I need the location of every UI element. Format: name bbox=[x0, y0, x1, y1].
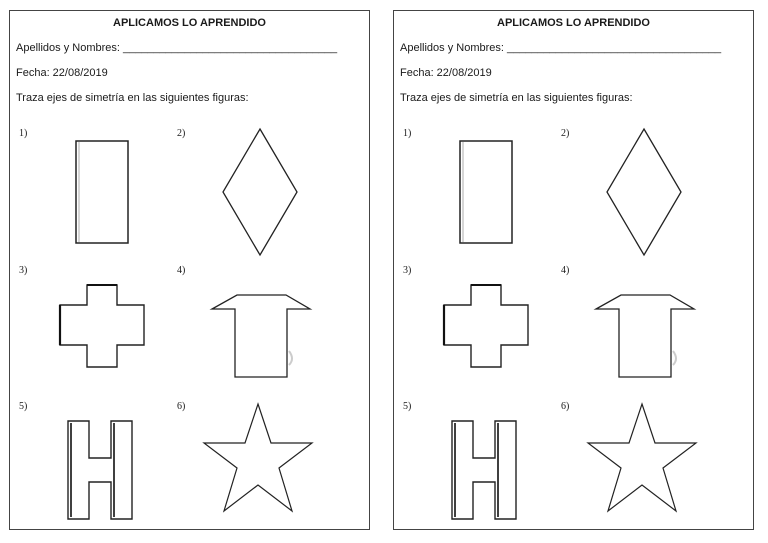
figure-label-2: 2) bbox=[561, 128, 570, 139]
worksheet-title: APLICAMOS LO APRENDIDO bbox=[497, 17, 650, 29]
worksheet-right bbox=[393, 10, 754, 530]
name-line: Apellidos y Nombres: ___________________________________ bbox=[16, 42, 338, 54]
worksheet-title: APLICAMOS LO APRENDIDO bbox=[113, 17, 266, 29]
rectangle-icon bbox=[458, 139, 514, 245]
rhombus-icon bbox=[604, 127, 684, 257]
name-line: Apellidos y Nombres: ___________________________________ bbox=[400, 42, 722, 54]
arrow-shape-icon bbox=[209, 291, 313, 381]
instruction-line: Traza ejes de simetría en las siguientes figuras: bbox=[400, 92, 633, 104]
cross-icon bbox=[442, 283, 530, 369]
figure-label-1: 1) bbox=[403, 128, 412, 139]
date-line: Fecha: 22/08/2019 bbox=[16, 67, 108, 79]
figure-label-6: 6) bbox=[561, 401, 570, 412]
figure-label-4: 4) bbox=[561, 265, 570, 276]
figure-label-3: 3) bbox=[403, 265, 412, 276]
cross-icon bbox=[58, 283, 146, 369]
arrow-shape-icon bbox=[593, 291, 697, 381]
star-icon bbox=[202, 402, 314, 514]
figure-label-2: 2) bbox=[177, 128, 186, 139]
date-line: Fecha: 22/08/2019 bbox=[400, 67, 492, 79]
star-icon bbox=[586, 402, 698, 514]
instruction-line: Traza ejes de simetría en las siguientes figuras: bbox=[16, 92, 249, 104]
worksheet-left bbox=[9, 10, 370, 530]
figure-label-5: 5) bbox=[19, 401, 28, 412]
figure-label-4: 4) bbox=[177, 265, 186, 276]
figure-label-3: 3) bbox=[19, 265, 28, 276]
letter-h-icon bbox=[65, 418, 135, 522]
letter-h-icon bbox=[449, 418, 519, 522]
rectangle-icon bbox=[74, 139, 130, 245]
figure-label-6: 6) bbox=[177, 401, 186, 412]
rhombus-icon bbox=[220, 127, 300, 257]
figure-label-5: 5) bbox=[403, 401, 412, 412]
figure-label-1: 1) bbox=[19, 128, 28, 139]
